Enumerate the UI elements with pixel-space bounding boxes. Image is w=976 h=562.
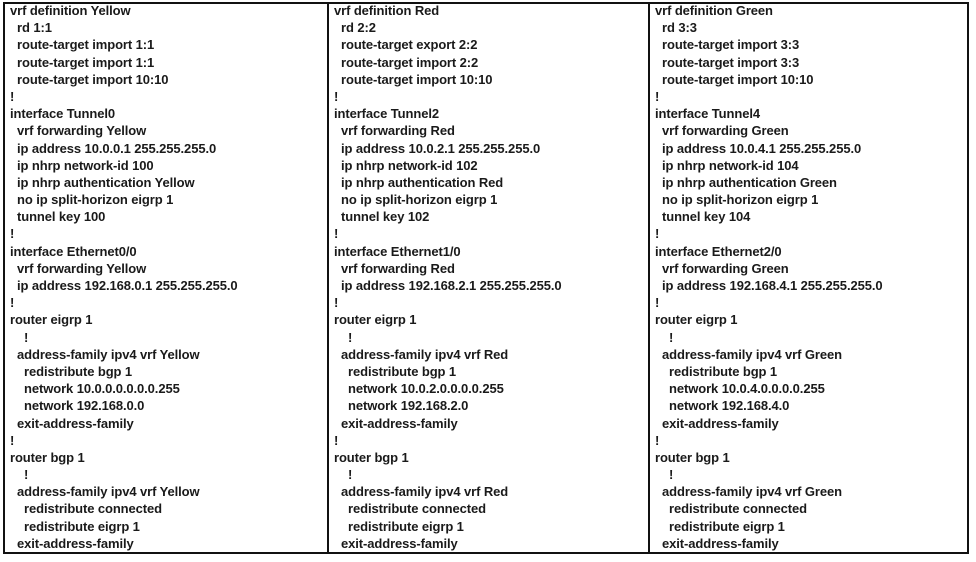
config-line: rd 3:3 [655,20,697,36]
config-line: vrf definition Red [334,4,440,18]
config-line: rd 1:1 [10,20,52,36]
config-line: vrf forwarding Yellow [10,260,147,276]
config-line: ip nhrp authentication Yellow [10,174,195,190]
config-line: ! [655,226,660,242]
config-line: ip address 192.168.2.1 255.255.255.0 [334,278,562,293]
config-line: network 10.0.4.0.0.0.0.255 [655,381,825,397]
config-line: address-family ipv4 vrf Yellow [10,484,200,500]
config-line: router eigrp 1 [10,312,93,328]
config-line: interface Ethernet0/0 [10,243,137,259]
config-line: vrf forwarding Red [334,123,455,139]
config-line: ! [655,295,660,311]
config-line: address-family ipv4 vrf Red [334,346,509,362]
config-lines [334,4,646,552]
config-line: ip nhrp network-id 102 [334,157,478,173]
config-line: ! [10,432,15,448]
config-line: router bgp 1 [10,449,85,465]
config-line: ip nhrp authentication Red [334,174,504,190]
config-line: ip address 192.168.4.1 255.255.255.0 [655,278,883,293]
config-column-green [648,4,967,552]
config-line: redistribute connected [10,501,162,517]
config-line: route-target export 2:2 [334,37,478,53]
config-line: tunnel key 100 [10,209,106,225]
config-line: network 10.0.0.0.0.0.0.255 [10,381,180,397]
config-line: vrf forwarding Yellow [10,123,147,139]
config-line: rd 2:2 [334,20,376,36]
config-line: vrf forwarding Green [655,260,789,276]
config-line: tunnel key 102 [334,209,430,225]
config-line: router bgp 1 [655,449,730,465]
config-line: ! [10,467,29,483]
config-line: ! [655,329,674,345]
config-lines [655,4,965,552]
config-line: redistribute bgp 1 [10,363,133,379]
config-line: exit-address-family [655,535,779,551]
config-line: address-family ipv4 vrf Green [655,346,842,362]
config-line: address-family ipv4 vrf Yellow [10,346,200,362]
config-line: ! [10,88,15,104]
config-line: vrf definition Green [655,4,773,18]
config-line: no ip split-horizon eigrp 1 [655,192,819,208]
config-line: no ip split-horizon eigrp 1 [334,192,498,208]
config-line: exit-address-family [334,415,458,431]
config-line: router bgp 1 [334,449,409,465]
config-line: route-target import 10:10 [10,71,169,87]
config-line: ! [655,88,660,104]
config-column-red [327,4,648,552]
config-line: network 192.168.2.0 [334,398,469,414]
config-line: interface Tunnel2 [334,106,439,122]
config-lines [10,4,325,552]
config-line: ip address 10.0.4.1 255.255.255.0 [655,140,862,156]
config-line: redistribute connected [655,501,807,517]
config-line: address-family ipv4 vrf Red [334,484,509,500]
config-line: ip nhrp network-id 104 [655,157,799,173]
config-line: route-target import 10:10 [655,71,814,87]
config-line: ! [334,295,339,311]
config-line: router eigrp 1 [334,312,417,328]
config-line: exit-address-family [10,535,134,551]
config-line: ip address 10.0.0.1 255.255.255.0 [10,140,217,156]
config-line: route-target import 2:2 [334,54,479,70]
config-line: ip address 192.168.0.1 255.255.255.0 [10,278,238,293]
config-line: ! [655,467,674,483]
config-line: ! [334,226,339,242]
config-line: redistribute connected [334,501,486,517]
config-line: network 10.0.2.0.0.0.0.255 [334,381,504,397]
config-line: tunnel key 104 [655,209,751,225]
config-line: route-target import 1:1 [10,54,155,70]
config-line: route-target import 3:3 [655,37,800,53]
config-line: vrf forwarding Green [655,123,789,139]
config-line: interface Tunnel0 [10,106,115,122]
config-line: network 192.168.0.0 [10,398,145,414]
config-line: redistribute bgp 1 [655,363,778,379]
config-line: address-family ipv4 vrf Green [655,484,842,500]
config-line: exit-address-family [655,415,779,431]
config-line: ! [334,432,339,448]
config-line: ! [334,467,353,483]
config-line: ! [10,329,29,345]
config-line: route-target import 10:10 [334,71,493,87]
config-line: ! [10,295,15,311]
config-line: vrf definition Yellow [10,4,131,18]
config-column-yellow [5,4,327,552]
config-line: ip address 10.0.2.1 255.255.255.0 [334,140,541,156]
config-line: interface Tunnel4 [655,106,760,122]
config-line: route-target import 3:3 [655,54,800,70]
config-line: ip nhrp authentication Green [655,174,837,190]
config-line: ip nhrp network-id 100 [10,157,154,173]
config-line: ! [334,329,353,345]
config-line: route-target import 1:1 [10,37,155,53]
config-table [3,2,969,554]
config-line: redistribute eigrp 1 [334,518,464,534]
config-line: ! [655,432,660,448]
config-line: vrf forwarding Red [334,260,455,276]
config-line: interface Ethernet2/0 [655,243,782,259]
config-line: router eigrp 1 [655,312,738,328]
config-line: redistribute eigrp 1 [655,518,785,534]
config-line: exit-address-family [10,415,134,431]
config-line: network 192.168.4.0 [655,398,790,414]
config-line: interface Ethernet1/0 [334,243,461,259]
config-line: redistribute eigrp 1 [10,518,140,534]
config-line: no ip split-horizon eigrp 1 [10,192,174,208]
config-line: ! [10,226,15,242]
config-line: redistribute bgp 1 [334,363,457,379]
config-line: ! [334,88,339,104]
config-line: exit-address-family [334,535,458,551]
